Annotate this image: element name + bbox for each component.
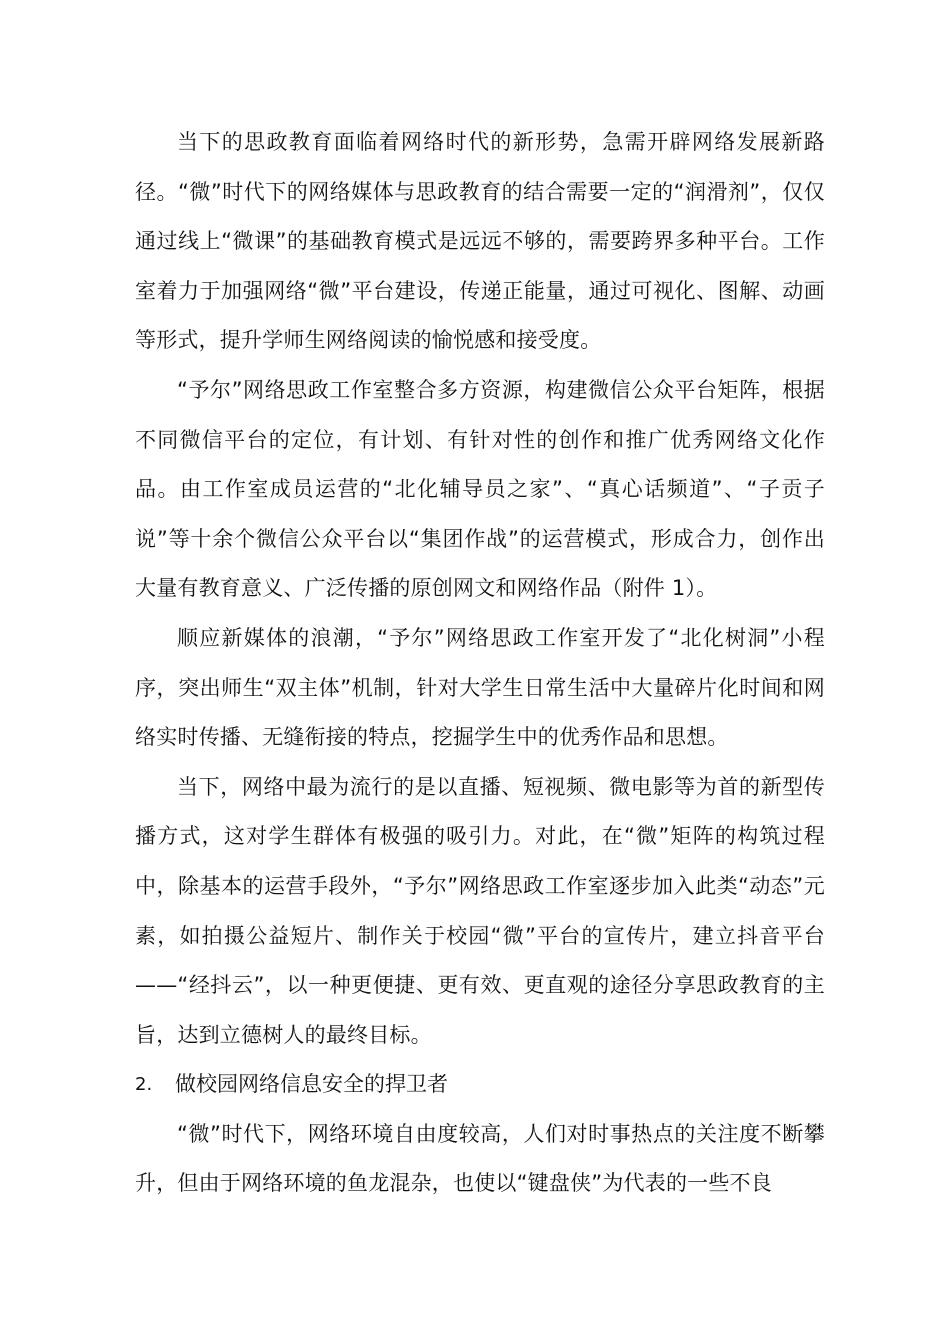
paragraph-4: 当下，网络中最为流行的是以直播、短视频、微电影等为首的新型传播方式，这对学生群体有极强的吸引力。对此，在“微”矩阵的构筑过程中，除基本的运营手段外，“予尔”网络思政工作室逐步加入此类“动态”元素，如拍摄公益短片、制作关于校园“微”平台的宣传片，建立抖音平台——“经抖云”，以一种更便捷、更有效、更直观的途径分享思政教育的主旨，达到立德树人的最终目标。 (135, 774, 825, 1047)
document-body (135, 118, 825, 1209)
section-title: 做校园网络信息安全的捍卫者 (175, 1072, 448, 1097)
section-heading (135, 1060, 825, 1110)
paragraph-5: “微”时代下，网络环境自由度较高，人们对时事热点的关注度不断攀升，但由于网络环境的鱼龙混杂，也使以“键盘侠”为代表的一些不良 (135, 1121, 825, 1196)
paragraph-3: 顺应新媒体的浪潮，“予尔”网络思政工作室开发了“北化树洞”小程序，突出师生“双主体”机制，针对大学生日常生活中大量碎片化时间和网络实时传播、无缝衔接的特点，挖掘学生中的优秀作品和思想。 (135, 625, 825, 750)
paragraph-1: 当下的思政教育面临着网络时代的新形势，急需开辟网络发展新路径。“微”时代下的网络媒体与思政教育的结合需要一定的“润滑剂”，仅仅通过线上“微课”的基础教育模式是远远不够的，需要跨界多种平台。工作室着力于加强网络“微”平台建设，传递正能量，通过可视化、图解、动画等形式，提升学师生网络阅读的愉悦感和接受度。 (135, 130, 825, 353)
paragraph-2: “予尔”网络思政工作室整合多方资源，构建微信公众平台矩阵，根据不同微信平台的定位，有计划、有针对性的创作和推广优秀网络文化作品。由工作室成员运营的“北化辅导员之家”、“真心话频道”、“子贡子说”等十余个微信公众平台以“集团作战”的运营模式，形成合力，创作出大量有教育意义、广泛传播的原创网文和网络作品（附件 1）。 (135, 377, 825, 601)
section-number: 2. (135, 1074, 153, 1096)
